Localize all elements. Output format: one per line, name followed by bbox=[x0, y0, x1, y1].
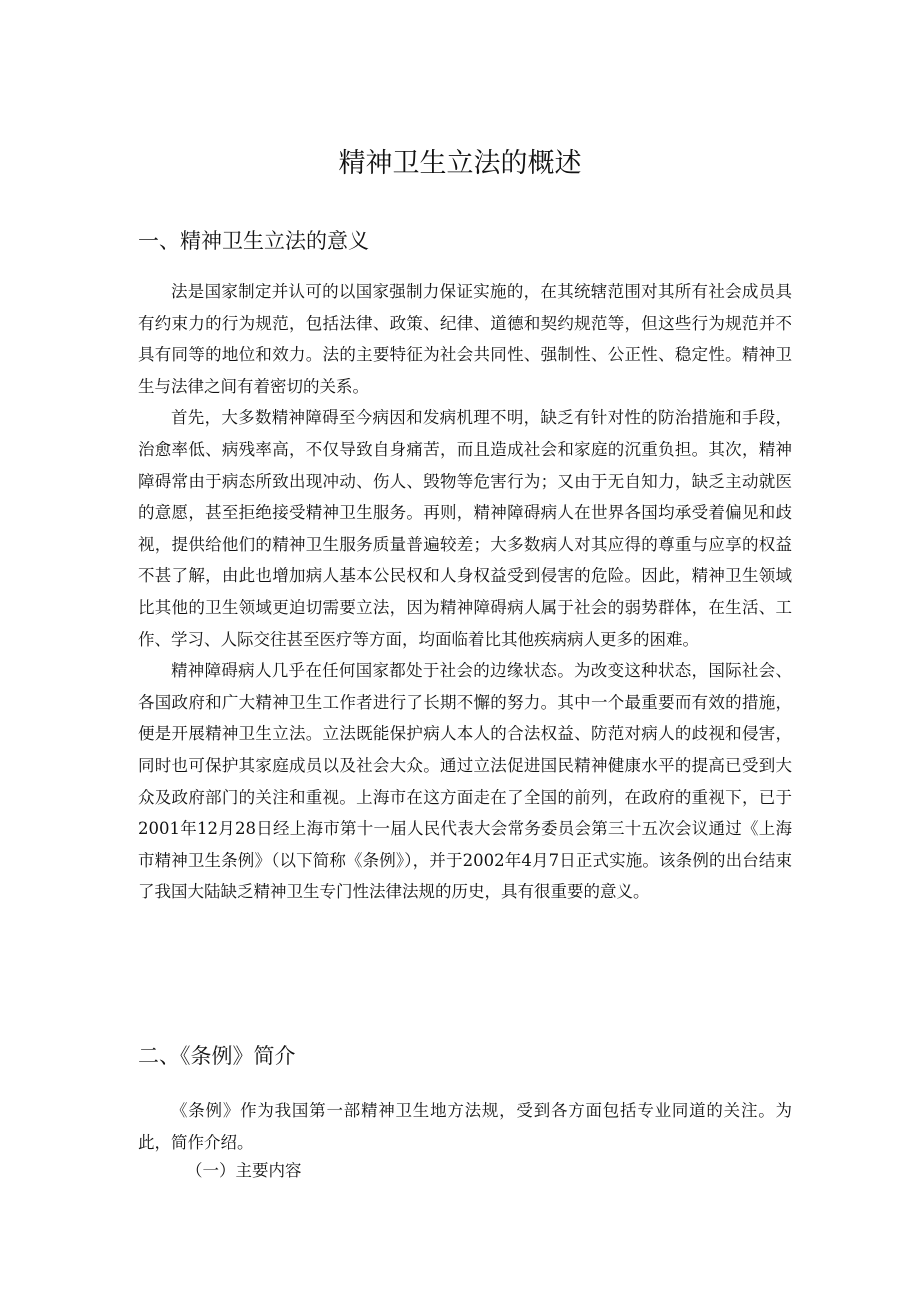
section-1-heading: 一、精神卫生立法的意义 bbox=[138, 229, 369, 253]
paragraph: 首先，大多数精神障碍至今病因和发病机理不明，缺乏有针对性的防治措施和手段，治愈率低、病残率高，不仅导致自身痛苦，而且造成社会和家庭的沉重负担。其次，精神障碍常由于病态所致出现冲动、伤人、毁物等危害行为；又由于无自知力，缺乏主动就医的意愿，甚至拒绝接受精神卫生服务。再则，精神障碍病人在世界各国均承受着偏见和歧视，提供给他们的精神卫生服务质量普遍较差；大多数病人对其应得的尊重与应享的权益不甚了解，由此也增加病人基本公民权和人身权益受到侵害的危险。因此，精神卫生领域比其他的卫生领域更迫切需要立法，因为精神障碍病人属于社会的弱势群体，在生活、工作、学习、人际交往甚至医疗等方面，均面临着比其他疾病病人更多的困难。 bbox=[138, 408, 792, 649]
document-title: 精神卫生立法的概述 bbox=[338, 148, 582, 179]
section-2-heading: 二、《条例》简介 bbox=[138, 1044, 296, 1068]
section-1-body bbox=[138, 276, 792, 908]
section-2-body bbox=[138, 1095, 792, 1158]
paragraph: 精神障碍病人几乎在任何国家都处于社会的边缘状态。为改变这种状态，国际社会、各国政府和广大精神卫生工作者进行了长期不懈的努力。其中一个最重要而有效的措施，便是开展精神卫生立法。立法既能保护病人本人的合法权益、防范对病人的歧视和侵害，同时也可保护其家庭成员以及社会大众。通过立法促进国民精神健康水平的提高已受到大众及政府部门的关注和重视。上海市在这方面走在了全国的前列，在政府的重视下，已于2001年12月28日经上海市第十一届人民代表大会常务委员会第三十五次会议通过《上海市精神卫生条例》（以下简称《条例》），并于2002年4月7日正式实施。该条例的出台结束了我国大陆缺乏精神卫生专门性法律法规的历史，具有很重要的意义。 bbox=[138, 661, 792, 902]
paragraph: 《条例》作为我国第一部精神卫生地方法规，受到各方面包括专业同道的关注。为此，简作介绍。 bbox=[138, 1101, 792, 1152]
subsection-heading: （一）主要内容 bbox=[186, 1161, 302, 1180]
paragraph: 法是国家制定并认可的以国家强制力保证实施的，在其统辖范围对其所有社会成员具有约束力的行为规范，包括法律、政策、纪律、道德和契约规范等，但这些行为规范并不具有同等的地位和效力。法的主要特征为社会共同性、强制性、公正性、稳定性。精神卫生与法律之间有着密切的关系。 bbox=[138, 282, 792, 396]
